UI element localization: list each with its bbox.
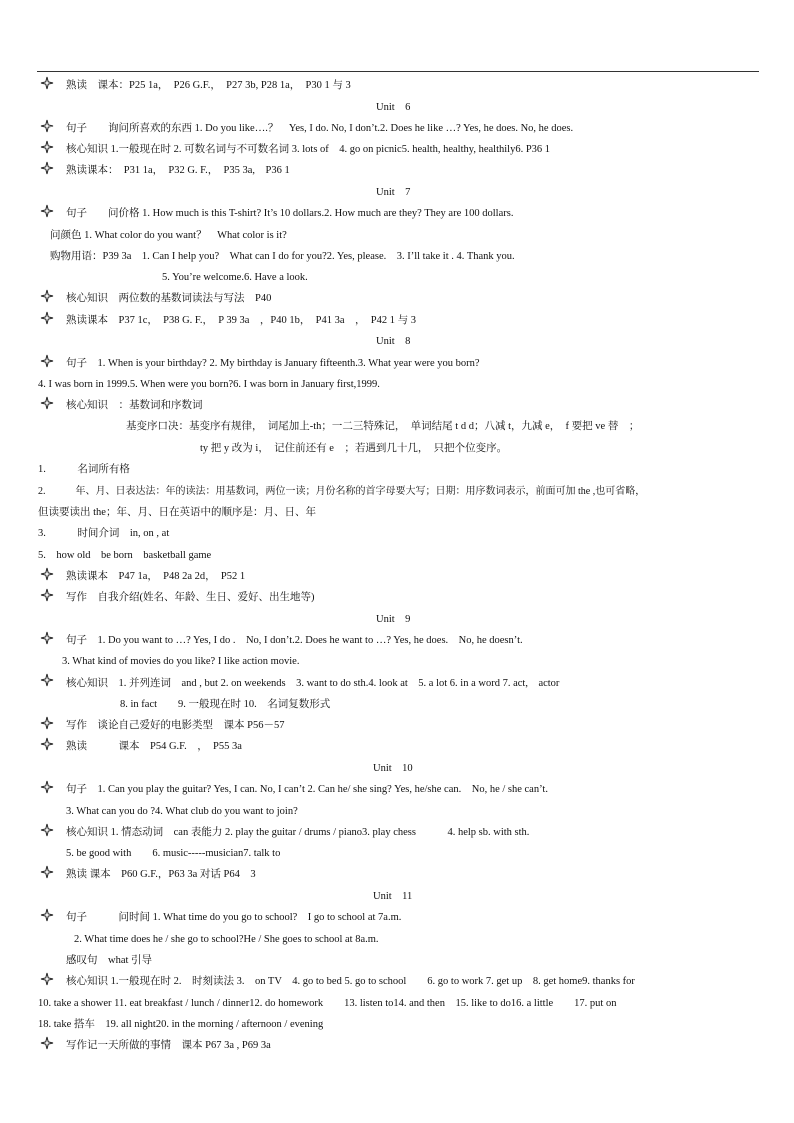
diamond-star-icon xyxy=(40,161,54,175)
diamond-star-icon xyxy=(40,631,54,645)
text-line: 核心知识 1.一般现在时 2. 可数名词与不可数名词 3. lots of 4. go on picnic5. health, healthy, healthily6. P36 1 xyxy=(66,144,551,155)
diamond-star-icon xyxy=(40,737,54,751)
text-line: 写作 自我介绍(姓名、年龄、生日、爱好、出生地等) xyxy=(66,592,315,603)
diamond-star-icon xyxy=(40,716,54,730)
text-line: 基变序口决：基变序有规律， 词尾加上-th；一二三特殊记， 单词结尾 t d d；八减 t，九减 e， f 要把 ve 替 ； xyxy=(126,421,640,432)
text-line: 核心知识 1. 并列连词 and , but 2. on weekends 3. want to do sth.4. look at 5. a lot 6. in a word 7. act, actor xyxy=(66,678,560,689)
text-line: 句子 1. Can you play the guitar? Yes, I can. No, I can’t 2. Can he/ she sing? Yes, he/she can. No, he / she can’t. xyxy=(66,784,548,795)
text-line: 核心知识 两位数的基数词读法与写法 P40 xyxy=(66,293,272,304)
text-line: 核心知识 ：基数词和序数词 xyxy=(66,400,203,411)
diamond-star-icon xyxy=(40,780,54,794)
text-line: 熟读课本 P47 1a， P48 2a 2d， P52 1 xyxy=(66,571,246,582)
text-line: 购物用语：P39 3a 1. Can I help you? What can I do for you?2. Yes, please. 3. I’ll take it . 4. Thank you. xyxy=(50,251,515,262)
text-line: 句子 1. Do you want to …? Yes, I do . No, I don’t.2. Does he want to …? Yes, he does. No, he doesn’t. xyxy=(66,635,523,646)
unit-heading: Unit 8 xyxy=(376,336,411,347)
text-line: 熟读 课本：P25 1a， P26 G.F.， P27 3b, P28 1a， P30 1 与 3 xyxy=(66,80,351,91)
text-line: 熟读 课本 P54 G.F. ， P55 3a xyxy=(66,741,242,752)
header-rule xyxy=(37,71,759,72)
text-line: 3. What can you do ?4. What club do you want to join? xyxy=(66,806,298,817)
text-line: 核心知识 1. 情态动词 can 表能力 2. play the guitar / drums / piano3. play chess 4. help sb. with sth. xyxy=(66,827,530,838)
diamond-star-icon xyxy=(40,567,54,581)
text-line: 句子 问价格 1. How much is this T-shirt? It’s 10 dollars.2. How much are they? They are 100 dollars. xyxy=(66,208,514,219)
diamond-star-icon xyxy=(40,972,54,986)
diamond-star-icon xyxy=(40,354,54,368)
text-line: 5. be good with 6. music-----musician7. talk to xyxy=(66,848,281,859)
diamond-star-icon xyxy=(40,140,54,154)
diamond-star-icon xyxy=(40,119,54,133)
text-line: ty 把 y 改为 i， 记住前还有 e ；若遇到几十几， 只把个位变序。 xyxy=(200,443,508,454)
unit-heading: Unit 7 xyxy=(376,187,411,198)
text-line: 2. What time does he / she go to school?He / She goes to school at 8a.m. xyxy=(74,934,379,945)
text-line: 3. 时间介词 in, on , at xyxy=(38,528,170,539)
text-line: 4. I was born in 1999.5. When were you born?6. I was born in January first,1999. xyxy=(38,379,380,390)
text-line: 但读要读出 the；年、月、日在英语中的顺序是：月、日、年 xyxy=(38,507,316,518)
text-line: 5. You’re welcome.6. Have a look. xyxy=(162,272,308,283)
text-line: 写作记一天所做的事情 课本 P67 3a , P69 3a xyxy=(66,1040,271,1051)
diamond-star-icon xyxy=(40,76,54,90)
text-line: 10. take a shower 11. eat breakfast / lunch / dinner12. do homework 13. listen to14. and then 15. like to do16. a little 17. put on xyxy=(38,998,617,1009)
text-line: 5. how old be born basketball game xyxy=(38,550,212,561)
text-line: 句子 1. When is your birthday? 2. My birthday is January fifteenth.3. What year were you born? xyxy=(66,358,480,369)
unit-heading: Unit 11 xyxy=(373,891,413,902)
text-line: 8. in fact 9. 一般现在时 10. 名词复数形式 xyxy=(120,699,331,710)
diamond-star-icon xyxy=(40,311,54,325)
text-line: 问颜色 1. What color do you want？ What color is it? xyxy=(50,230,287,241)
unit-heading: Unit 6 xyxy=(376,102,411,113)
text-line: 句子 问时间 1. What time do you go to school? I go to school at 7a.m. xyxy=(66,912,402,923)
diamond-star-icon xyxy=(40,908,54,922)
diamond-star-icon xyxy=(40,396,54,410)
text-line: 3. What kind of movies do you like? I like action movie. xyxy=(62,656,300,667)
text-line: 18. take 搭车 19. all night20. in the morning / afternoon / evening xyxy=(38,1019,324,1030)
diamond-star-icon xyxy=(40,204,54,218)
text-line: 句子 询问所喜欢的东西 1. Do you like….？ Yes, I do. No, I don’t.2. Does he like …? Yes, he does. No, he does. xyxy=(66,123,574,134)
text-line: 2. 年、月、日表达法：年的读法：用基数词，两位一读；月份名称的首字母要大写；日期：用序数词表示，前面可加 the ,也可省略， xyxy=(38,486,646,497)
text-line: 熟读课本： P31 1a， P32 G. F.， P35 3a, P36 1 xyxy=(66,165,290,176)
diamond-star-icon xyxy=(40,289,54,303)
diamond-star-icon xyxy=(40,1036,54,1050)
text-line: 熟读课本 P37 1c， P38 G. F.， P 39 3a ，P40 1b， P41 3a ， P42 1 与 3 xyxy=(66,315,416,326)
text-line: 感叹句 what 引导 xyxy=(66,955,153,966)
diamond-star-icon xyxy=(40,823,54,837)
diamond-star-icon xyxy=(40,588,54,602)
text-line: 写作 谈论自己爱好的电影类型 课本 P56－57 xyxy=(66,720,285,731)
text-line: 1. 名词所有格 xyxy=(38,464,130,475)
unit-heading: Unit 10 xyxy=(373,763,413,774)
text-line: 熟读 课本 P60 G.F.，P63 3a 对话 P64 3 xyxy=(66,869,256,880)
unit-heading: Unit 9 xyxy=(376,614,411,625)
diamond-star-icon xyxy=(40,865,54,879)
diamond-star-icon xyxy=(40,673,54,687)
text-line: 核心知识 1.一般现在时 2. 时刻读法 3. on TV 4. go to bed 5. go to school 6. go to work 7. get up 8. get home9. thanks for xyxy=(66,976,635,987)
